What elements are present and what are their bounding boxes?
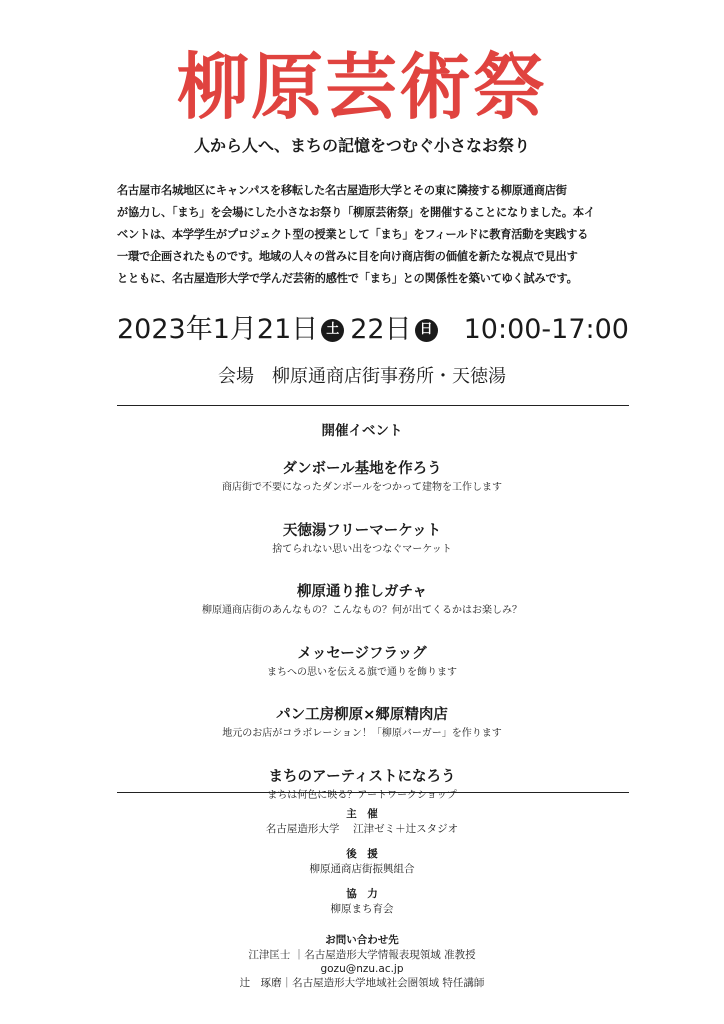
event-name: パン工房柳原×郷原精肉店 bbox=[276, 707, 448, 723]
cooperation-label: 協 力 bbox=[346, 888, 378, 900]
event-item bbox=[0, 582, 724, 644]
event-datetime bbox=[117, 310, 629, 350]
intro-paragraph bbox=[117, 180, 637, 290]
event-name: 天徳湯フリーマーケット bbox=[282, 522, 442, 539]
contact-info bbox=[0, 933, 724, 990]
event-item bbox=[0, 705, 724, 767]
contact-person-gozu: 江津匡士 ｜名古屋造形大学情報表現領域 准教授 bbox=[248, 949, 476, 961]
cooperation-group bbox=[0, 887, 724, 917]
intro-line: 名古屋市名城地区にキャンパスを移転した名古屋造形大学とその東に隣接する柳原通商店街 bbox=[117, 184, 567, 197]
divider-top bbox=[117, 405, 629, 406]
event-item bbox=[0, 521, 724, 583]
event-item bbox=[0, 644, 724, 706]
support-group bbox=[0, 847, 724, 877]
intro-line: ベントは、本学学生がプロジェクト型の授業として「まち」をフィールドに教育活動を実践する bbox=[117, 228, 589, 241]
event-description: 捨てられない思い出をつなぐマーケット bbox=[272, 543, 452, 555]
contact-person-tsuji: 辻 琢磨｜名古屋造形大学地域社会圏領域 特任講師 bbox=[239, 977, 485, 989]
event-description: まちは何色に映る？アートワークショップ bbox=[267, 789, 457, 801]
divider-bottom bbox=[117, 792, 629, 793]
intro-line: とともに、名古屋造形大学で学んだ芸術的感性で「まち」との関係性を築いてゆく試みです。 bbox=[117, 272, 578, 285]
intro-line: が協力し、「まち」を会場にした小さなお祭り「柳原芸術祭」を開催することになりました。本イ bbox=[117, 206, 595, 219]
event-description: 商店街で不要になったダンボールをつかって建物を工作します bbox=[222, 482, 502, 493]
events-heading: 開催イベント bbox=[321, 423, 403, 439]
organizer-label: 主 催 bbox=[346, 808, 378, 820]
event-time: 10:00-17:00 bbox=[463, 314, 629, 345]
contact-label: お問い合わせ先 bbox=[325, 934, 399, 946]
date-second: 22日 bbox=[350, 314, 412, 345]
festival-subtitle: 人から人へ、まちの記憶をつむぐ小さなお祭り bbox=[193, 136, 530, 155]
credits bbox=[0, 807, 724, 927]
venue: 会場 柳原通商店街事務所・天徳湯 bbox=[218, 366, 506, 387]
support-label: 後 援 bbox=[346, 848, 378, 860]
cooperator: 柳原まち育会 bbox=[330, 903, 394, 915]
saturday-badge: 土 bbox=[321, 319, 344, 342]
date-first: 2023年1月21日 bbox=[117, 314, 319, 345]
contact-email: gozu@nzu.ac.jp bbox=[320, 963, 404, 975]
event-name: 柳原通り推しガチャ bbox=[296, 584, 428, 600]
supporter: 柳原通商店街振興組合 bbox=[309, 863, 415, 875]
event-name: ダンボール基地を作ろう bbox=[282, 461, 442, 477]
event-item bbox=[0, 459, 724, 521]
event-description: 地元のお店がコラボレーション！「柳原バーガー」を作ります bbox=[222, 728, 502, 739]
event-description: 柳原通商店街のあんなもの？こんなもの？何が出てくるかはお楽しみ？ bbox=[202, 605, 522, 616]
event-list bbox=[0, 459, 724, 828]
sunday-badge: 日 bbox=[415, 319, 438, 342]
intro-line: 一環で企画されたものです。地域の人々の営みに目を向け商店街の価値を新たな視点で見出す bbox=[117, 250, 578, 263]
festival-title: 柳原芸術祭 bbox=[176, 45, 547, 129]
organizer-group bbox=[0, 807, 724, 837]
event-name: まちのアーティストになろう bbox=[268, 768, 456, 785]
event-description: まちへの思いを伝える旗で通りを飾ります bbox=[267, 666, 457, 678]
organizer: 名古屋造形大学 江津ゼミ＋辻スタジオ bbox=[265, 823, 459, 835]
event-name: メッセージフラッグ bbox=[297, 645, 427, 662]
